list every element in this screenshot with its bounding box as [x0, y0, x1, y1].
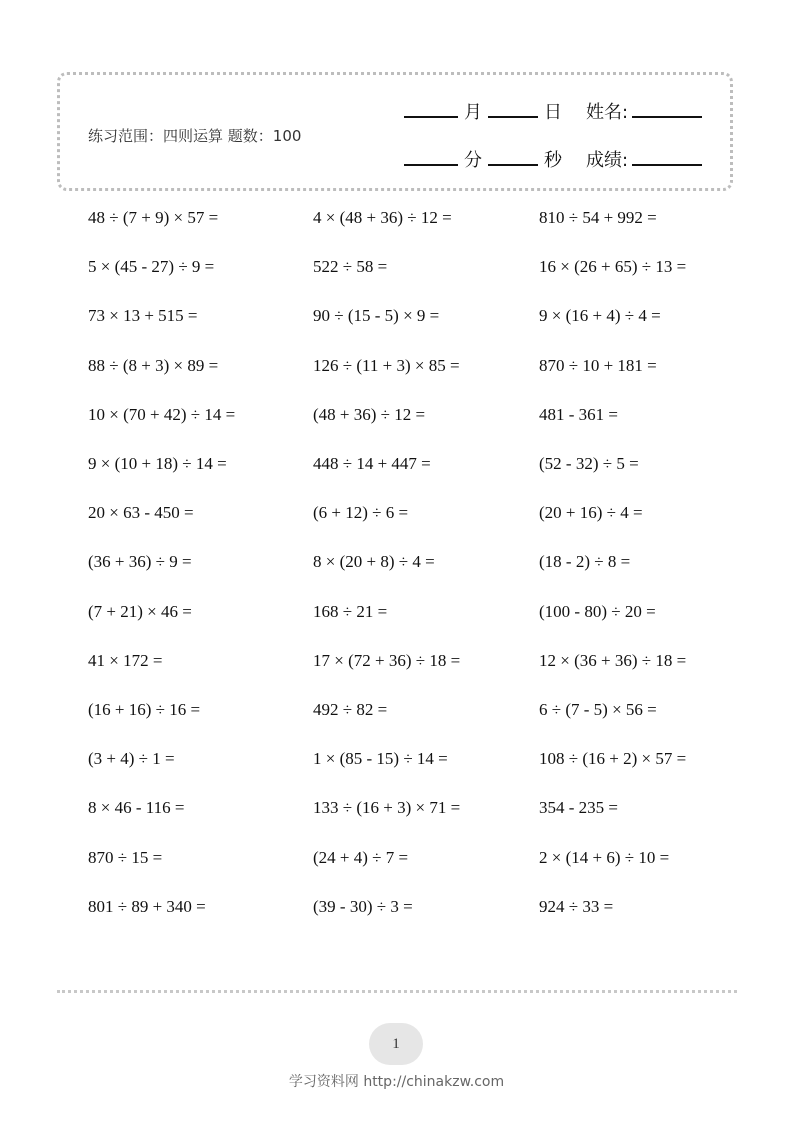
problem-col2-13: 133 ÷ (16 + 3) × 71 =: [313, 798, 461, 818]
problem-col1-2: 5 × (45 - 27) ÷ 9 =: [88, 257, 215, 277]
day-label: 日: [544, 102, 562, 123]
problem-col1-9: (7 + 21) × 46 =: [88, 601, 192, 621]
problem-col1-4: 88 ÷ (8 + 3) × 89 =: [88, 355, 219, 375]
practice-scope: 练习范围：四则运算 题数：100: [88, 127, 302, 145]
problem-col3-10: 12 × (36 + 36) ÷ 18 =: [539, 650, 687, 670]
problem-col2-14: (24 + 4) ÷ 7 =: [313, 847, 409, 867]
problem-col1-14: 870 ÷ 15 =: [88, 847, 163, 867]
problem-col2-10: 17 × (72 + 36) ÷ 18 =: [313, 650, 461, 670]
problem-col3-12: 108 ÷ (16 + 2) × 57 =: [539, 749, 687, 769]
problem-col1-13: 8 × 46 - 116 =: [88, 798, 185, 818]
problem-col2-6: 448 ÷ 14 + 447 =: [313, 454, 431, 473]
month-label: 月: [464, 102, 482, 123]
problem-col1-15: 801 ÷ 89 + 340 =: [88, 896, 206, 916]
problem-col2-1: 4 × (48 + 36) ÷ 12 =: [313, 208, 452, 227]
problem-col3-5: 481 - 361 =: [539, 404, 618, 424]
problem-col3-9: (100 - 80) ÷ 20 =: [539, 601, 656, 621]
problem-col3-11: 6 ÷ (7 - 5) × 56 =: [539, 700, 657, 719]
problem-col2-15: (39 - 30) ÷ 3 =: [313, 896, 413, 916]
problem-col2-8: 8 × (20 + 8) ÷ 4 =: [313, 552, 435, 572]
problem-col1-3: 73 × 13 + 515 =: [88, 306, 198, 326]
minute-label: 分: [464, 150, 482, 171]
problem-col3-1: 810 ÷ 54 + 992 =: [539, 208, 657, 227]
page-number: 1: [369, 1023, 423, 1065]
problem-col3-7: (20 + 16) ÷ 4 =: [539, 503, 643, 523]
problem-col2-12: 1 × (85 - 15) ÷ 14 =: [313, 749, 448, 769]
problem-col1-5: 10 × (70 + 42) ÷ 14 =: [88, 404, 236, 424]
problem-col1-11: (16 + 16) ÷ 16 =: [88, 700, 201, 719]
problem-col2-3: 90 ÷ (15 - 5) × 9 =: [313, 306, 440, 326]
problem-col3-15: 924 ÷ 33 =: [539, 896, 614, 916]
problem-col3-4: 870 ÷ 10 + 181 =: [539, 355, 657, 375]
problem-col1-1: 48 ÷ (7 + 9) × 57 =: [88, 208, 219, 227]
problem-col2-5: (48 + 36) ÷ 12 =: [313, 404, 426, 424]
problem-col1-8: (36 + 36) ÷ 9 =: [88, 552, 192, 572]
name-label: 姓名:: [586, 102, 629, 123]
problem-col1-7: 20 × 63 - 450 =: [88, 503, 194, 523]
site-footer: 学习资料网 http://chinakzw.com: [288, 1074, 505, 1090]
problem-col2-2: 522 ÷ 58 =: [313, 257, 388, 277]
divider: [57, 990, 737, 993]
problem-col3-2: 16 × (26 + 65) ÷ 13 =: [539, 257, 687, 277]
problem-col1-6: 9 × (10 + 18) ÷ 14 =: [88, 454, 227, 473]
problem-col3-3: 9 × (16 + 4) ÷ 4 =: [539, 306, 661, 326]
problem-col1-10: 41 × 172 =: [88, 650, 163, 670]
problem-col3-6: (52 - 32) ÷ 5 =: [539, 454, 639, 473]
score-label: 成绩:: [586, 150, 629, 171]
problem-col2-7: (6 + 12) ÷ 6 =: [313, 503, 409, 523]
problem-col3-8: (18 - 2) ÷ 8 =: [539, 552, 631, 572]
problem-col2-11: 492 ÷ 82 =: [313, 700, 388, 719]
problem-col2-4: 126 ÷ (11 + 3) × 85 =: [313, 355, 460, 375]
second-label: 秒: [544, 150, 562, 171]
problem-col3-14: 2 × (14 + 6) ÷ 10 =: [539, 847, 670, 867]
problem-col3-13: 354 - 235 =: [539, 798, 618, 818]
problem-col2-9: 168 ÷ 21 =: [313, 601, 388, 621]
problem-col1-12: (3 + 4) ÷ 1 =: [88, 749, 175, 769]
